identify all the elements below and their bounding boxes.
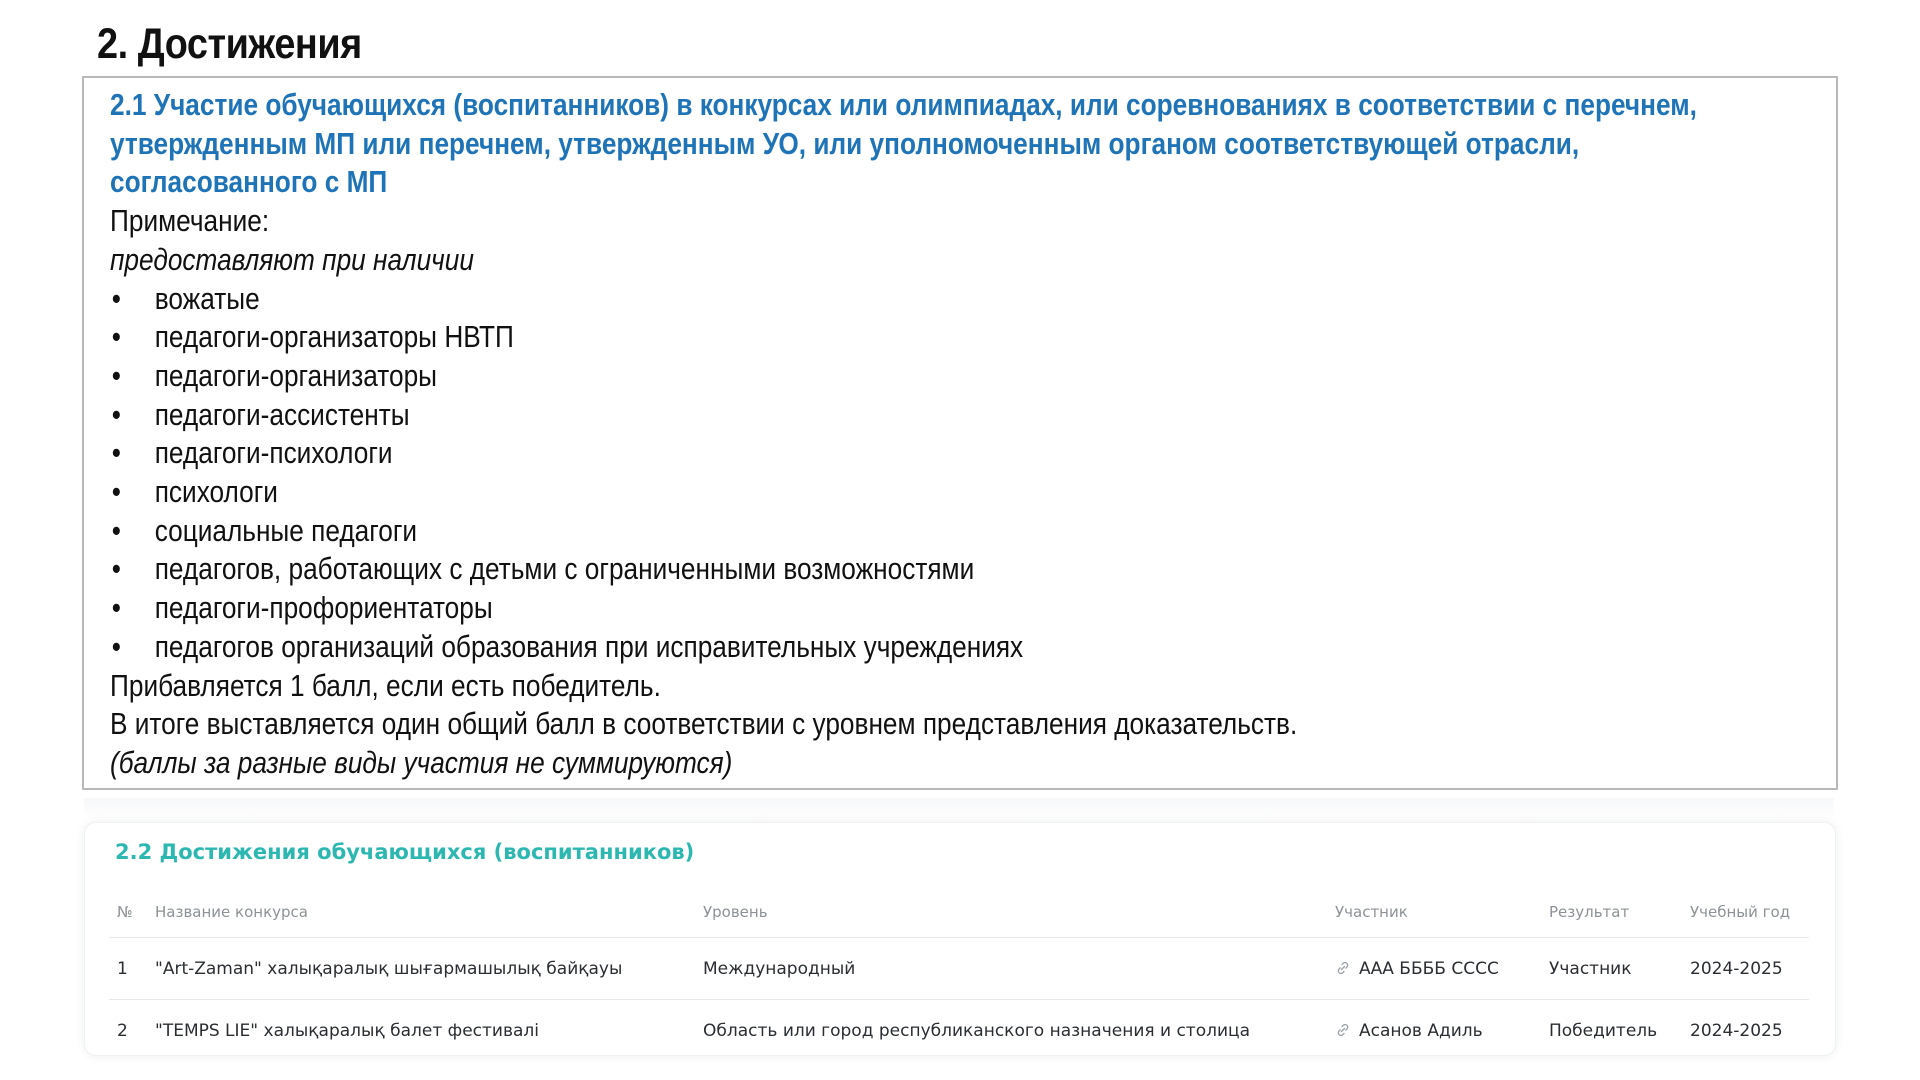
- achievements-card: [84, 822, 1836, 1056]
- list-item: [110, 434, 1830, 473]
- criteria-box: [82, 76, 1838, 790]
- role-label: педагоги-психологи: [154, 436, 393, 471]
- bullet: •: [111, 358, 121, 393]
- column-header-level: Уровень: [695, 887, 1327, 938]
- list-item: [110, 357, 1830, 396]
- bullet: •: [111, 475, 121, 510]
- column-header-contest-name: Название конкурса: [147, 887, 695, 938]
- roles-list: [110, 280, 1830, 667]
- criteria-content: [110, 86, 1830, 783]
- role-label: вожатые: [154, 281, 260, 316]
- bullet: •: [111, 281, 121, 316]
- academic-year: 2024-2025: [1682, 938, 1809, 1000]
- contest-level: Область или город республиканского назначения и столица: [703, 1020, 1250, 1041]
- table-row: [109, 938, 1809, 1000]
- row-number: 1: [109, 938, 147, 1000]
- bullet: •: [111, 397, 121, 432]
- role-label: социальные педагоги: [154, 513, 418, 548]
- list-item: [110, 318, 1830, 357]
- criteria-heading-line: утвержденным МП или перечнем, утвержденным УО, или уполномоченным органом соответствующей отрасли,: [110, 126, 1580, 161]
- participant-link[interactable]: [1327, 1000, 1541, 1062]
- caveat-text: (баллы за разные виды участия не суммируются): [110, 745, 733, 780]
- row-number: 2: [117, 1020, 128, 1041]
- role-label: педагогов, работающих с детьми с ограниченными возможностями: [154, 552, 975, 587]
- academic-year: 2024-2025: [1690, 1020, 1783, 1041]
- bullet: •: [111, 552, 121, 587]
- contest-name: "TEMPS LIE" халықаралық балет фестивалі: [155, 1020, 539, 1041]
- link-icon: [1335, 960, 1351, 976]
- note-text: предоставляют при наличии: [110, 242, 474, 277]
- bonus-text: Прибавляется 1 балл, если есть победитель.: [110, 668, 661, 703]
- list-item: [110, 512, 1830, 551]
- role-label: психологи: [154, 475, 278, 510]
- role-label: педагогов организаций образования при исправительных учреждениях: [154, 629, 1024, 664]
- column-header-participant: Участник: [1327, 887, 1541, 938]
- bullet: •: [111, 591, 121, 626]
- role-label: педагоги-ассистенты: [154, 397, 410, 432]
- achievements-table: [109, 887, 1809, 1061]
- role-label: педагоги-организаторы НВТП: [154, 320, 514, 355]
- contest-result: Участник: [1541, 938, 1682, 1000]
- contest-result: Победитель: [1549, 1020, 1658, 1041]
- bullet: •: [111, 629, 121, 664]
- list-item: [110, 473, 1830, 512]
- contest-name: "Art-Zaman" халықаралық шығармашылық байқауы: [147, 938, 695, 1000]
- table-row: [109, 1000, 1809, 1062]
- column-header-number: №: [109, 887, 147, 938]
- note-label: Примечание:: [110, 204, 270, 239]
- bullet: •: [111, 436, 121, 471]
- criteria-heading-line: согласованного с МП: [110, 165, 388, 200]
- list-item: [110, 628, 1830, 667]
- criteria-heading-line: 2.1 Участие обучающихся (воспитанников) в конкурсах или олимпиадах, или соревнованиях в соответствии с перечнем,: [110, 88, 1697, 122]
- column-header-result: Результат: [1541, 887, 1682, 938]
- list-item: [110, 280, 1830, 319]
- participant-name[interactable]: Асанов Адиль: [1359, 1020, 1483, 1041]
- role-label: педагоги-организаторы: [154, 358, 438, 393]
- list-item: [110, 550, 1830, 589]
- achievements-title: 2.2 Достижения обучающихся (воспитанников): [115, 840, 695, 864]
- participant-link[interactable]: [1327, 938, 1541, 1000]
- link-icon: [1335, 1022, 1351, 1038]
- list-item: [110, 589, 1830, 628]
- bullet: •: [111, 320, 121, 355]
- bullet: •: [111, 513, 121, 548]
- participant-name[interactable]: ААА ББББ СССС: [1359, 958, 1499, 979]
- role-label: педагоги-профориентаторы: [154, 591, 493, 626]
- column-header-year: Учебный год: [1682, 887, 1809, 938]
- section-divider: [84, 798, 1834, 820]
- page-title: 2. Достижения: [97, 20, 362, 68]
- contest-level: Международный: [695, 938, 1327, 1000]
- total-text: В итоге выставляется один общий балл в соответствии с уровнем представления доказательств.: [110, 707, 1298, 742]
- table-header-row: [109, 887, 1809, 938]
- list-item: [110, 396, 1830, 435]
